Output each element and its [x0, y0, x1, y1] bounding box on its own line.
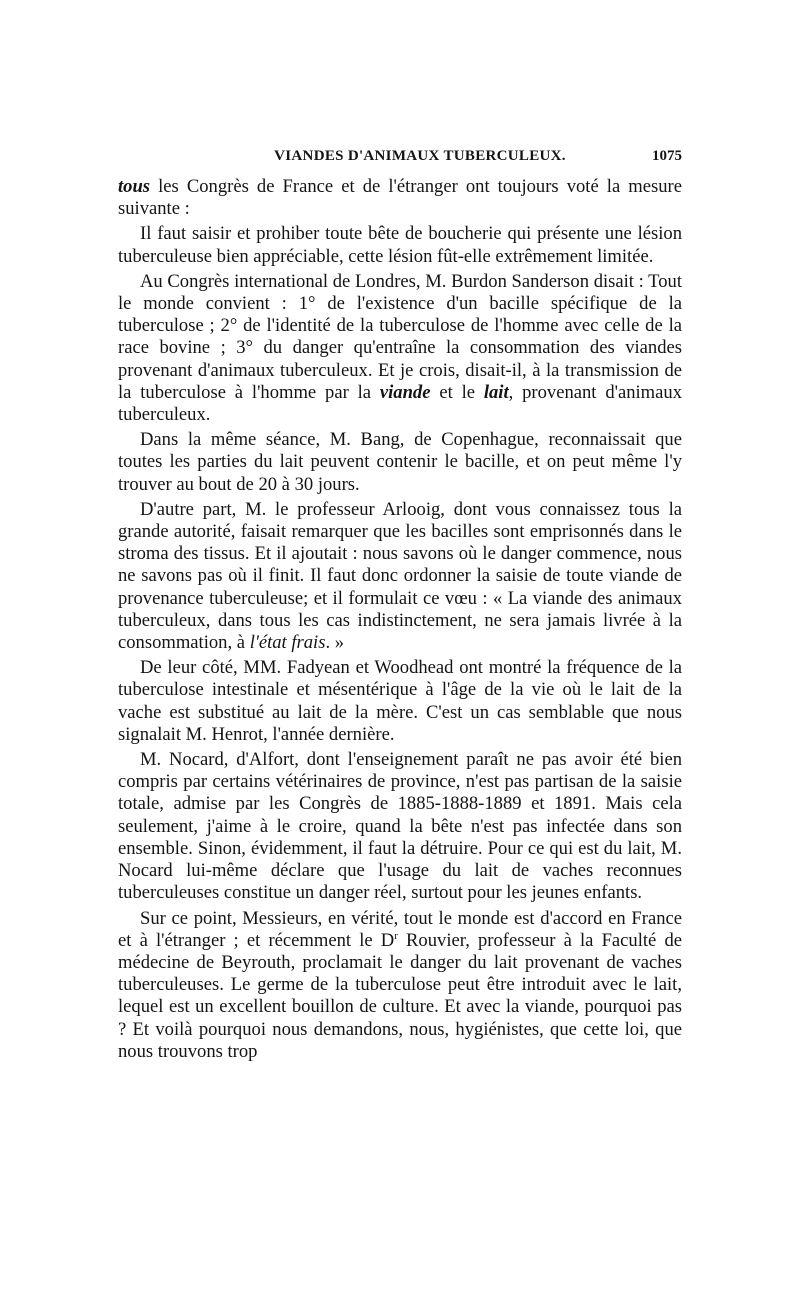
paragraph-text: Sur ce point, Messieurs, en vérité, tout le monde est d'accord en France et à l'étranger ; et récemment le D [118, 907, 682, 951]
italic-word: tous [118, 176, 151, 197]
body-text [118, 176, 682, 1063]
paragraph-6 [118, 657, 682, 746]
paragraph-text: . » [325, 632, 345, 654]
paragraph-2 [118, 223, 682, 267]
italic-word: lait [483, 381, 509, 403]
italic-word: viande [379, 381, 431, 403]
paragraph-text: D'autre part, M. le professeur Arlooig, dont vous connaissez tous la grande autorité, faisait remarquer que les bacilles sont emprisonnés dans le stroma des tissus. Et il ajoutait : nous savons où le danger commence, nous ne savons pas où il finit. Il faut donc ordonner la saisie de toute viande de provenance tuberculeuse; et il formulait ce vœu : « La viande des animaux tuberculeux, dans tous les cas indistinctement, ne sera jamais livrée à la consommation, à [118, 498, 682, 654]
paragraph-text: Rouvier, professeur à la Faculté de médecine de Beyrouth, proclamait le danger du lait provenant de vaches tuberculeuses. Le germe de la tuberculose peut être introduit avec le lait, lequel est un excellent bouillon de culture. Et avec la viande, pourquoi pas ? Et voilà pourquoi nous demandons, nous, hygiénistes, que cette loi, que nous trouvons trop [118, 929, 683, 1062]
superscript: r [394, 929, 398, 942]
paragraph-7 [118, 749, 682, 904]
page-header [118, 148, 682, 170]
paragraph-8 [118, 908, 682, 1063]
paragraph-3 [118, 271, 682, 426]
paragraph-text: M. Nocard, d'Alfort, dont l'enseignement paraît ne pas avoir été bien compris par certains vétérinaires de province, n'est pas partisan de la saisie totale, admise par les Congrès de 1885-1888-1889 et 1891. Mais cela seulement, j'aime à le croire, quand la bête n'est pas infectée dans son ensemble. Sinon, évidemment, il faut la détruire. Pour ce qui est du lait, M. Nocard lui-même déclare que l'usage du lait de vaches reconnues tuberculeuses constitue un danger réel, surtout pour les jeunes enfants. [118, 749, 682, 904]
paragraph-text: , provenant d'animaux tuberculeux. [118, 381, 682, 426]
italic-phrase: l'état frais [249, 632, 326, 654]
page-number: 1075 [652, 148, 682, 164]
paragraph-4 [118, 429, 682, 496]
paragraph-text: De leur côté, MM. Fadyean et Woodhead ont montré la fréquence de la tuberculose intestinale et mésentérique à l'âge de la vie où le lait de la vache est substitué au lait de la mère. C'est un cas semblable que nous signalait M. Henrot, l'année dernière. [118, 657, 682, 745]
paragraph-text: et le [430, 381, 484, 403]
paragraph-text: Dans la même séance, M. Bang, de Copenhague, reconnaissait que toutes les parties du lait peuvent contenir le bacille, et on peut même l'y trouver au bout de 20 à 30 jours. [118, 429, 682, 495]
paragraph-text: Au Congrès international de Londres, M. Burdon Sanderson disait : Tout le monde convient : 1° de l'existence d'un bacille spécifique de la tuberculose ; 2° de l'identité de la tuberculose de l'homme avec celle de la race bovine ; 3° du danger qu'entraîne la consommation des viandes provenant d'animaux tuberculeux. Et je crois, disait-il, à la transmission de la tuberculose à l'homme par la [118, 270, 682, 403]
paragraph-text: Il faut saisir et prohiber toute bête de boucherie qui présente une lésion tuberculeuse bien appréciable, cette lésion fût-elle extrêmement limitée. [118, 223, 682, 267]
running-title: VIANDES D'ANIMAUX TUBERCULEUX. [274, 148, 566, 164]
paragraph-text: les Congrès de France et de l'étranger ont toujours voté la mesure suivante : [118, 176, 682, 220]
paragraph-5 [118, 499, 682, 654]
paragraph-1 [118, 176, 682, 220]
